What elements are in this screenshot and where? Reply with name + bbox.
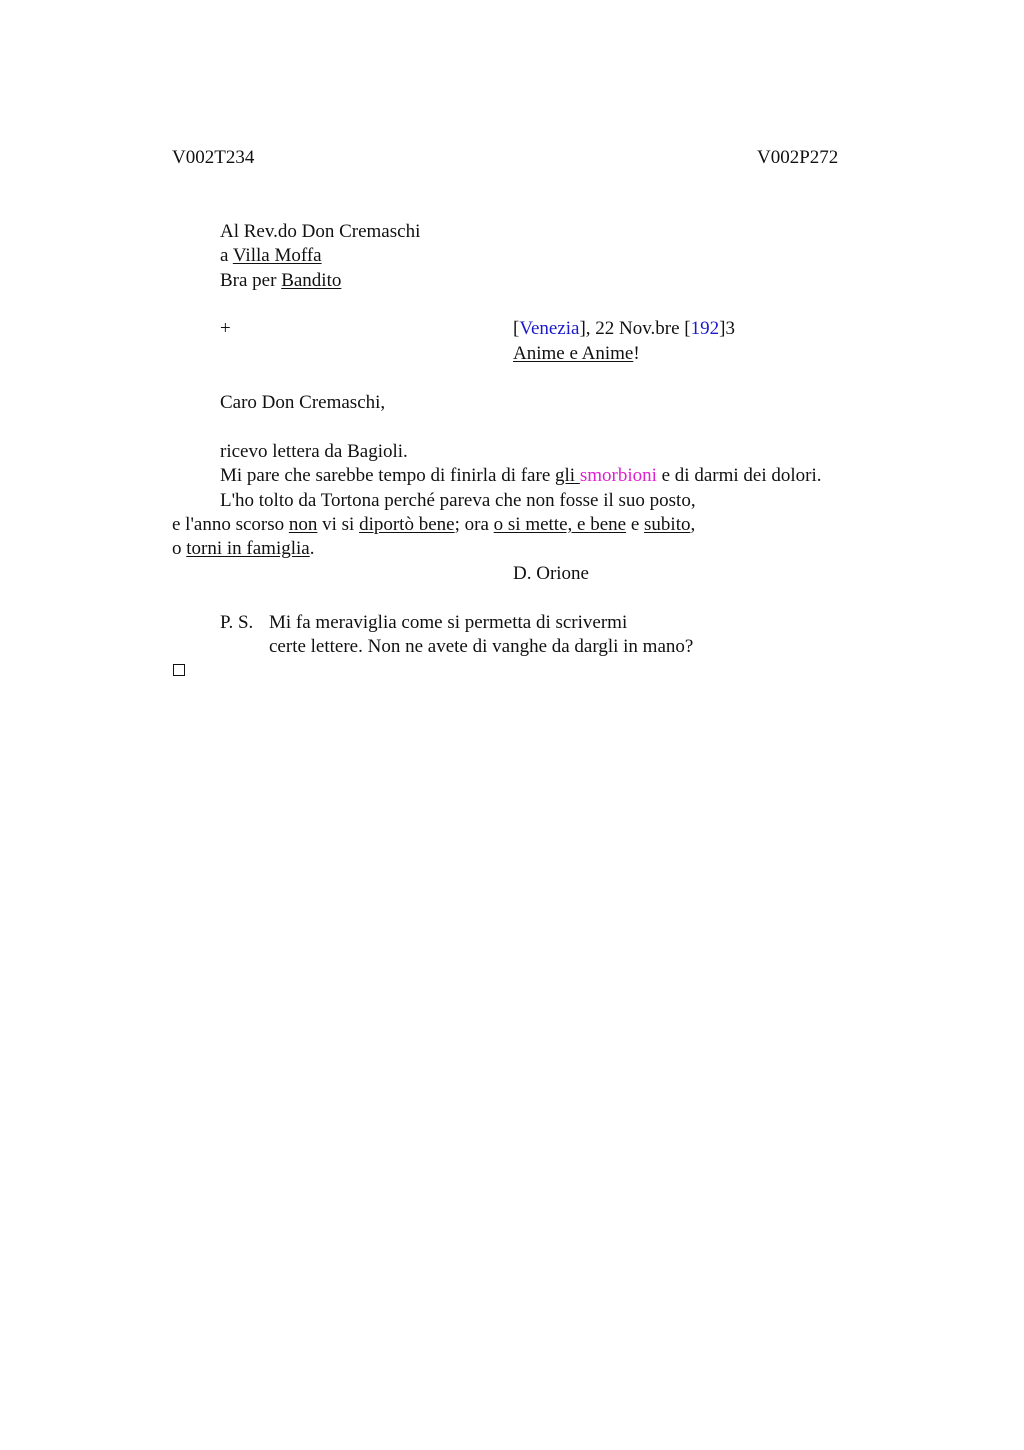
body-line-4 bbox=[172, 513, 695, 537]
address-line-recipient: Al Rev.do Don Cremaschi bbox=[220, 221, 421, 242]
word-gli: gli bbox=[555, 465, 580, 486]
text-run: . bbox=[309, 538, 315, 559]
postscript-line-1: Mi fa meraviglia come si permetta di scrivermi bbox=[269, 612, 628, 633]
word-subito: subito bbox=[644, 514, 691, 535]
text-run: Mi pare che sarebbe tempo di finirla di fare bbox=[220, 465, 555, 486]
text-run: e bbox=[626, 514, 645, 535]
address-town: Bandito bbox=[281, 270, 342, 291]
postscript-line-2: certe lettere. Non ne avete di vanghe da dargli in mano? bbox=[269, 636, 694, 657]
text-run: o bbox=[172, 538, 187, 559]
text-run: e di darmi dei dolori. bbox=[656, 465, 822, 486]
text-run: , bbox=[690, 514, 696, 535]
body-line-3: L'ho tolto da Tortona perché pareva che non fosse il suo posto, bbox=[220, 490, 696, 511]
text-run: vi si bbox=[317, 514, 360, 535]
signature: D. Orione bbox=[513, 563, 589, 584]
address-prefix: Bra per bbox=[220, 270, 282, 291]
motto-end: ! bbox=[633, 343, 640, 364]
text-run: e l'anno scorso bbox=[172, 514, 289, 535]
address-line-place bbox=[220, 244, 322, 268]
end-square-icon bbox=[173, 664, 185, 676]
motto-line bbox=[513, 342, 640, 366]
cross-mark: + bbox=[220, 318, 231, 339]
dateline-city: Venezia bbox=[519, 318, 580, 339]
postscript-label: P. S. bbox=[220, 612, 254, 633]
address-line-town bbox=[220, 269, 341, 293]
salutation: Caro Don Cremaschi, bbox=[220, 392, 386, 413]
phrase-torni-in-famiglia: torni in famiglia bbox=[186, 538, 310, 559]
body-line-1: ricevo lettera da Bagioli. bbox=[220, 441, 408, 462]
dateline bbox=[513, 317, 735, 341]
body-line-2 bbox=[220, 464, 822, 488]
bracket: [ bbox=[513, 318, 520, 339]
phrase-o-si-mette: o si mette, e bene bbox=[493, 514, 627, 535]
page-code-right: V002P272 bbox=[757, 147, 839, 168]
address-villa: Villa Moffa bbox=[232, 245, 322, 266]
phrase-diporto-bene: diportò bene bbox=[359, 514, 455, 535]
address-prefix: a bbox=[220, 245, 233, 266]
motto: Anime e Anime bbox=[513, 343, 634, 364]
dateline-date: ], 22 Nov.bre [ bbox=[579, 318, 691, 339]
word-non: non bbox=[288, 514, 318, 535]
dateline-year-part: 192 bbox=[690, 318, 720, 339]
dateline-year-end: ]3 bbox=[719, 318, 735, 339]
document-code-left: V002T234 bbox=[172, 147, 255, 168]
word-smorbioni: smorbioni bbox=[579, 465, 657, 486]
body-line-5 bbox=[172, 537, 314, 561]
text-run: ; ora bbox=[454, 514, 494, 535]
